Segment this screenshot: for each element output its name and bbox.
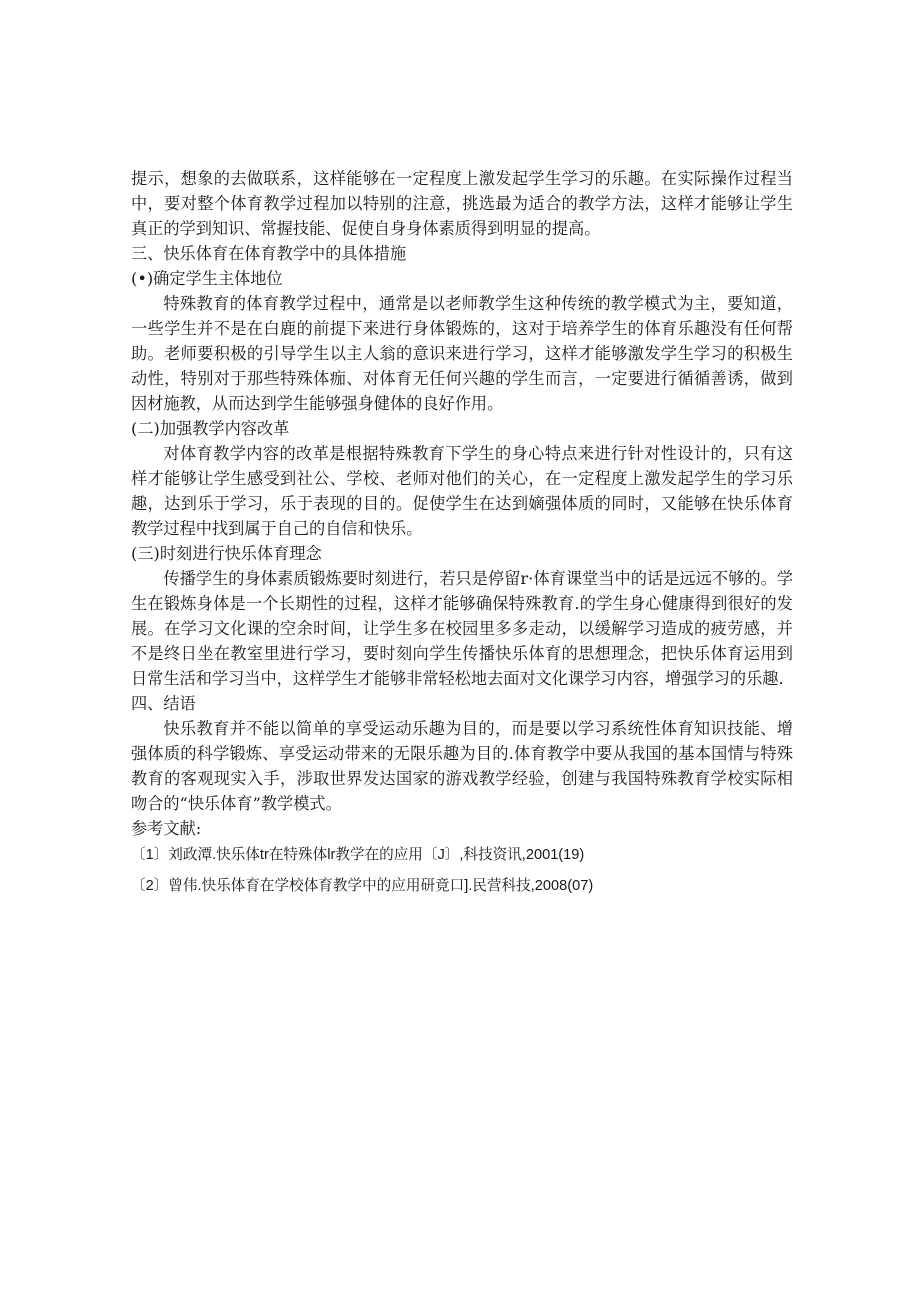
subsection-1-body: 特殊教育的体育教学过程中，通常是以老师教学生这种传统的教学模式为主，要知道，一些学生并不是在白鹿的前提下来进行身体锻炼的，这对于培养学生的体育乐趣没有任何帮助。老师要积极的引导学生以主人翁的意识来进行学习，这样才能够激发学生学习的积极生动性，特别对于那些特殊体痂、对体育无任何兴趣的学生而言，一定要进行循循善诱，做到因材施教，从而达到学生能够强身健体的良好作用。 [131, 294, 793, 413]
reference-item-2: 〔2〕曾伟.快乐体育在学校体育教学中的应用研竟口].民营科技,2008(07) [131, 878, 594, 894]
document-body [131, 166, 793, 905]
references-title: 参考文献: [131, 819, 202, 838]
subsection-1-title: (•)确定学生主体地位 [131, 269, 283, 288]
subsection-3-body: 传播学生的身体素质锻炼要时刻进行，若只是停留r·体育课堂当中的话是远远不够的。学生在锻炼身体是一个长期性的过程，这样才能够确保特殊教育.的学生身心健康得到很好的发展。在学习文化课的空余时间，让学生多在校园里多多走动，以缓解学习造成的疲劳感，并不是终日坐在教室里进行学习，要时刻向学生传播快乐体育的思想理念，把快乐体育运用到日常生活和学习当中，这样学生才能够非常轻松地去面对文化课学习内容，增强学习的乐趣. [131, 569, 793, 688]
section-three-title: 三、快乐体育在体育教学中的具体措施 [131, 244, 407, 263]
section-four-body: 快乐教育并不能以简单的享受运动乐趣为目的，而是要以学习系统性体育知识技能、增强体质的科学锻炼、享受运动带来的无限乐趣为目的.体育教学中要从我国的基本国情与特殊教育的客观现实入手，涉取世界发达国家的游戏教学经验，创建与我国特殊教育学校实际相吻合的“快乐体育”教学模式。 [131, 719, 793, 813]
subsection-3-title: (三)时刻进行快乐体育理念 [131, 544, 322, 563]
intro-paragraph: 提示，想象的去做联系，这样能够在一定程度上激发起学生学习的乐趣。在实际操作过程当中，要对整个体育教学过程加以特别的注意，挑选最为适合的教学方法，这样才能够让学生真正的学到知识、常握技能、促使自身身体素质得到明显的提高。 [131, 169, 793, 238]
section-four-title: 四、结语 [131, 694, 196, 713]
subsection-2-body: 对体育教学内容的改革是根据特殊教育下学生的身心特点来进行针对性设计的，只有这样才能够让学生感受到社公、学校、老师对他们的关心，在一定程度上激发起学生的学习乐趣，达到乐于学习，乐于表现的目的。促使学生在达到嫡强体质的同时，又能够在快乐体育教学过程中找到属于自己的自信和快乐。 [131, 444, 793, 538]
reference-list [131, 843, 793, 899]
subsection-2-title: (二)加强教学内容改革 [131, 419, 290, 438]
reference-item-1: 〔1〕刘政潭.快乐体tr在特殊体lr教学在的应用〔J〕,科技资讯,2001(19) [131, 847, 585, 863]
